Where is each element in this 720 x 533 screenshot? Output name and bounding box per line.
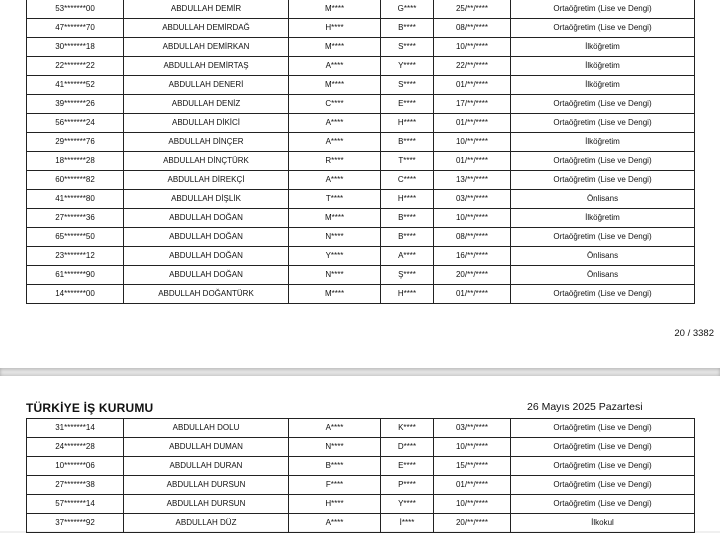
mother-initial-cell: S**** bbox=[381, 76, 434, 95]
table-row bbox=[27, 133, 695, 152]
education-cell: Ortaöğretim (Lise ve Dengi) bbox=[511, 419, 695, 438]
table-row bbox=[27, 190, 695, 209]
id-number-cell: 41*******52 bbox=[27, 76, 124, 95]
birth-date-cell: 10/**/**** bbox=[434, 38, 511, 57]
father-initial-cell: A**** bbox=[289, 114, 381, 133]
full-name-cell: ABDULLAH DİNÇTÜRK bbox=[124, 152, 289, 171]
id-number-cell: 24*******28 bbox=[27, 438, 124, 457]
education-cell: Ortaöğretim (Lise ve Dengi) bbox=[511, 171, 695, 190]
education-cell: Ortaöğretim (Lise ve Dengi) bbox=[511, 228, 695, 247]
birth-date-cell: 03/**/**** bbox=[434, 190, 511, 209]
education-cell: Önlisans bbox=[511, 266, 695, 285]
father-initial-cell: M**** bbox=[289, 38, 381, 57]
father-initial-cell: H**** bbox=[289, 19, 381, 38]
birth-date-cell: 01/**/**** bbox=[434, 152, 511, 171]
birth-date-cell: 10/**/**** bbox=[434, 209, 511, 228]
father-initial-cell: A**** bbox=[289, 514, 381, 533]
id-number-cell: 41*******80 bbox=[27, 190, 124, 209]
mother-initial-cell: T**** bbox=[381, 152, 434, 171]
id-number-cell: 39*******26 bbox=[27, 95, 124, 114]
document-page-2 bbox=[0, 376, 720, 531]
table-row bbox=[27, 76, 695, 95]
father-initial-cell: M**** bbox=[289, 285, 381, 304]
records-table-page-1 bbox=[26, 0, 695, 304]
birth-date-cell: 20/**/**** bbox=[434, 514, 511, 533]
full-name-cell: ABDULLAH DOĞAN bbox=[124, 209, 289, 228]
education-cell: Ortaöğretim (Lise ve Dengi) bbox=[511, 438, 695, 457]
father-initial-cell: B**** bbox=[289, 457, 381, 476]
table-row bbox=[27, 228, 695, 247]
id-number-cell: 47*******70 bbox=[27, 19, 124, 38]
birth-date-cell: 03/**/**** bbox=[434, 419, 511, 438]
full-name-cell: ABDULLAH DURSUN bbox=[124, 476, 289, 495]
education-cell: Ortaöğretim (Lise ve Dengi) bbox=[511, 495, 695, 514]
education-cell: Ortaöğretim (Lise ve Dengi) bbox=[511, 285, 695, 304]
table-row bbox=[27, 419, 695, 438]
mother-initial-cell: D**** bbox=[381, 438, 434, 457]
education-cell: Ortaöğretim (Lise ve Dengi) bbox=[511, 476, 695, 495]
full-name-cell: ABDULLAH DURAN bbox=[124, 457, 289, 476]
education-cell: İlkokul bbox=[511, 514, 695, 533]
mother-initial-cell: A**** bbox=[381, 247, 434, 266]
mother-initial-cell: G**** bbox=[381, 0, 434, 19]
id-number-cell: 37*******92 bbox=[27, 514, 124, 533]
mother-initial-cell: B**** bbox=[381, 209, 434, 228]
birth-date-cell: 15/**/**** bbox=[434, 457, 511, 476]
records-table-page-2 bbox=[26, 418, 695, 533]
full-name-cell: ABDULLAH DİREKÇİ bbox=[124, 171, 289, 190]
table-row bbox=[27, 209, 695, 228]
father-initial-cell: A**** bbox=[289, 419, 381, 438]
full-name-cell: ABDULLAH DOĞAN bbox=[124, 266, 289, 285]
birth-date-cell: 01/**/**** bbox=[434, 76, 511, 95]
education-cell: İlköğretim bbox=[511, 57, 695, 76]
father-initial-cell: F**** bbox=[289, 476, 381, 495]
id-number-cell: 60*******82 bbox=[27, 171, 124, 190]
birth-date-cell: 01/**/**** bbox=[434, 285, 511, 304]
father-initial-cell: N**** bbox=[289, 438, 381, 457]
education-cell: Ortaöğretim (Lise ve Dengi) bbox=[511, 19, 695, 38]
education-cell: Önlisans bbox=[511, 190, 695, 209]
id-number-cell: 57*******14 bbox=[27, 495, 124, 514]
page-number: 20 / 3382 bbox=[674, 328, 714, 339]
id-number-cell: 30*******18 bbox=[27, 38, 124, 57]
id-number-cell: 14*******00 bbox=[27, 285, 124, 304]
table-row bbox=[27, 95, 695, 114]
birth-date-cell: 08/**/**** bbox=[434, 228, 511, 247]
father-initial-cell: C**** bbox=[289, 95, 381, 114]
table-row bbox=[27, 495, 695, 514]
father-initial-cell: A**** bbox=[289, 171, 381, 190]
id-number-cell: 31*******14 bbox=[27, 419, 124, 438]
education-cell: Ortaöğretim (Lise ve Dengi) bbox=[511, 457, 695, 476]
table-row bbox=[27, 514, 695, 533]
table-row bbox=[27, 171, 695, 190]
full-name-cell: ABDULLAH DEMİRKAN bbox=[124, 38, 289, 57]
table-row bbox=[27, 476, 695, 495]
id-number-cell: 10*******06 bbox=[27, 457, 124, 476]
id-number-cell: 27*******38 bbox=[27, 476, 124, 495]
table-row bbox=[27, 247, 695, 266]
full-name-cell: ABDULLAH DURSUN bbox=[124, 495, 289, 514]
mother-initial-cell: E**** bbox=[381, 457, 434, 476]
table-row bbox=[27, 0, 695, 19]
mother-initial-cell: H**** bbox=[381, 114, 434, 133]
id-number-cell: 29*******76 bbox=[27, 133, 124, 152]
father-initial-cell: M**** bbox=[289, 209, 381, 228]
full-name-cell: ABDULLAH DEMİRTAŞ bbox=[124, 57, 289, 76]
mother-initial-cell: K**** bbox=[381, 419, 434, 438]
organization-title: TÜRKİYE İŞ KURUMU bbox=[26, 401, 154, 415]
id-number-cell: 18*******28 bbox=[27, 152, 124, 171]
records-table-body bbox=[27, 0, 695, 304]
records-table-body bbox=[27, 419, 695, 533]
father-initial-cell: A**** bbox=[289, 133, 381, 152]
education-cell: İlköğretim bbox=[511, 133, 695, 152]
report-date: 26 Mayıs 2025 Pazartesi bbox=[527, 401, 643, 413]
table-row bbox=[27, 438, 695, 457]
mother-initial-cell: B**** bbox=[381, 228, 434, 247]
full-name-cell: ABDULLAH DOĞAN bbox=[124, 247, 289, 266]
birth-date-cell: 01/**/**** bbox=[434, 476, 511, 495]
father-initial-cell: T**** bbox=[289, 190, 381, 209]
mother-initial-cell: B**** bbox=[381, 133, 434, 152]
mother-initial-cell: Ş**** bbox=[381, 266, 434, 285]
father-initial-cell: H**** bbox=[289, 495, 381, 514]
table-row bbox=[27, 457, 695, 476]
birth-date-cell: 22/**/**** bbox=[434, 57, 511, 76]
father-initial-cell: Y**** bbox=[289, 247, 381, 266]
full-name-cell: ABDULLAH DİŞLİK bbox=[124, 190, 289, 209]
mother-initial-cell: E**** bbox=[381, 95, 434, 114]
father-initial-cell: R**** bbox=[289, 152, 381, 171]
education-cell: Ortaöğretim (Lise ve Dengi) bbox=[511, 95, 695, 114]
mother-initial-cell: H**** bbox=[381, 190, 434, 209]
birth-date-cell: 20/**/**** bbox=[434, 266, 511, 285]
full-name-cell: ABDULLAH DEMİRDAĞ bbox=[124, 19, 289, 38]
table-row bbox=[27, 285, 695, 304]
father-initial-cell: N**** bbox=[289, 228, 381, 247]
birth-date-cell: 08/**/**** bbox=[434, 19, 511, 38]
id-number-cell: 23*******12 bbox=[27, 247, 124, 266]
id-number-cell: 65*******50 bbox=[27, 228, 124, 247]
education-cell: Önlisans bbox=[511, 247, 695, 266]
full-name-cell: ABDULLAH DENİZ bbox=[124, 95, 289, 114]
mother-initial-cell: B**** bbox=[381, 19, 434, 38]
mother-initial-cell: S**** bbox=[381, 38, 434, 57]
mother-initial-cell: H**** bbox=[381, 285, 434, 304]
birth-date-cell: 01/**/**** bbox=[434, 114, 511, 133]
full-name-cell: ABDULLAH DÜZ bbox=[124, 514, 289, 533]
education-cell: İlköğretim bbox=[511, 38, 695, 57]
table-row bbox=[27, 152, 695, 171]
page-separator bbox=[0, 368, 720, 376]
education-cell: Ortaöğretim (Lise ve Dengi) bbox=[511, 152, 695, 171]
birth-date-cell: 10/**/**** bbox=[434, 133, 511, 152]
full-name-cell: ABDULLAH DOĞANTÜRK bbox=[124, 285, 289, 304]
table-row bbox=[27, 38, 695, 57]
father-initial-cell: M**** bbox=[289, 76, 381, 95]
birth-date-cell: 16/**/**** bbox=[434, 247, 511, 266]
father-initial-cell: A**** bbox=[289, 57, 381, 76]
full-name-cell: ABDULLAH DİKİCİ bbox=[124, 114, 289, 133]
full-name-cell: ABDULLAH DENERİ bbox=[124, 76, 289, 95]
father-initial-cell: N**** bbox=[289, 266, 381, 285]
education-cell: İlköğretim bbox=[511, 76, 695, 95]
birth-date-cell: 10/**/**** bbox=[434, 495, 511, 514]
full-name-cell: ABDULLAH DOĞAN bbox=[124, 228, 289, 247]
education-cell: İlköğretim bbox=[511, 209, 695, 228]
birth-date-cell: 25/**/**** bbox=[434, 0, 511, 19]
mother-initial-cell: C**** bbox=[381, 171, 434, 190]
table-row bbox=[27, 114, 695, 133]
mother-initial-cell: İ**** bbox=[381, 514, 434, 533]
table-row bbox=[27, 19, 695, 38]
father-initial-cell: M**** bbox=[289, 0, 381, 19]
mother-initial-cell: Y**** bbox=[381, 495, 434, 514]
birth-date-cell: 10/**/**** bbox=[434, 438, 511, 457]
id-number-cell: 61*******90 bbox=[27, 266, 124, 285]
mother-initial-cell: Y**** bbox=[381, 57, 434, 76]
full-name-cell: ABDULLAH DOLU bbox=[124, 419, 289, 438]
id-number-cell: 56*******24 bbox=[27, 114, 124, 133]
full-name-cell: ABDULLAH DUMAN bbox=[124, 438, 289, 457]
education-cell: Ortaöğretim (Lise ve Dengi) bbox=[511, 114, 695, 133]
mother-initial-cell: P**** bbox=[381, 476, 434, 495]
birth-date-cell: 13/**/**** bbox=[434, 171, 511, 190]
id-number-cell: 22*******22 bbox=[27, 57, 124, 76]
education-cell: Ortaöğretim (Lise ve Dengi) bbox=[511, 0, 695, 19]
id-number-cell: 53*******00 bbox=[27, 0, 124, 19]
full-name-cell: ABDULLAH DİNÇER bbox=[124, 133, 289, 152]
id-number-cell: 27*******36 bbox=[27, 209, 124, 228]
birth-date-cell: 17/**/**** bbox=[434, 95, 511, 114]
table-row bbox=[27, 266, 695, 285]
full-name-cell: ABDULLAH DEMİR bbox=[124, 0, 289, 19]
table-row bbox=[27, 57, 695, 76]
